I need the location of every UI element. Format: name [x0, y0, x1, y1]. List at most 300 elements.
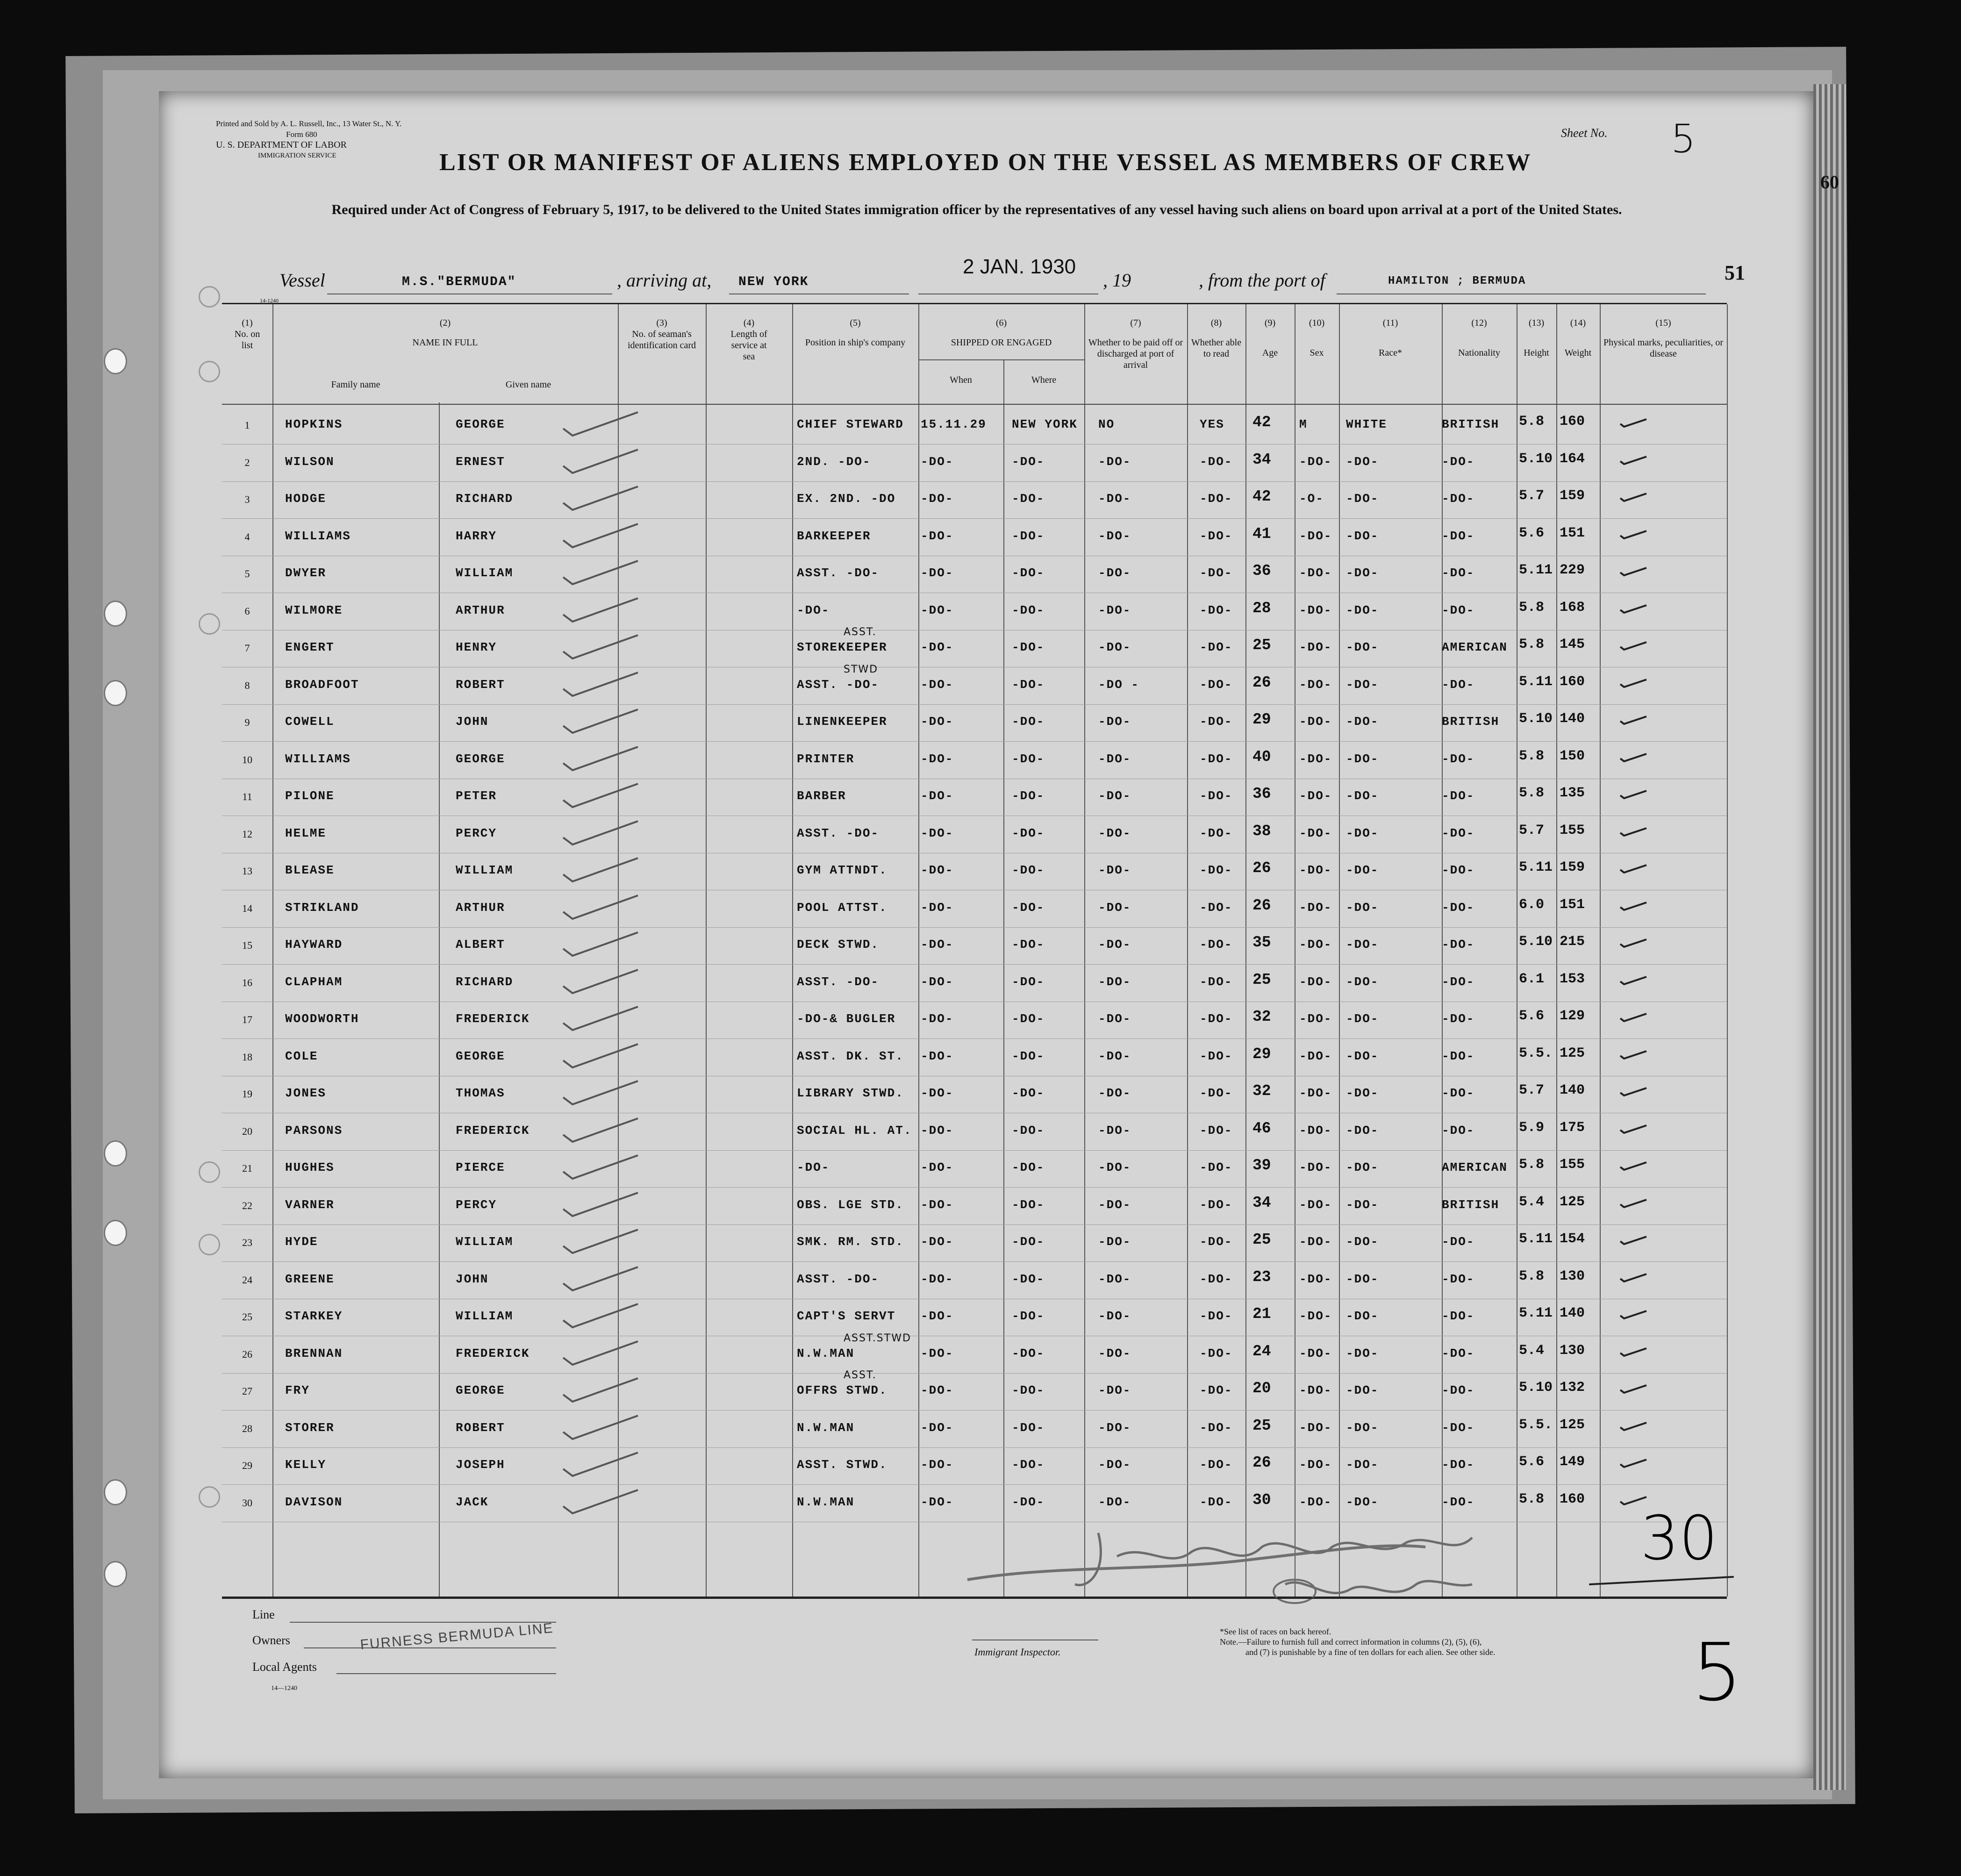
cell-no: 18 — [242, 1051, 252, 1063]
sheet-label: Sheet No. — [1561, 126, 1608, 140]
cell-given: ARTHUR — [456, 900, 505, 915]
cell-weight: 130 — [1560, 1268, 1585, 1284]
cell-race: -DO- — [1346, 1197, 1379, 1212]
footer-rule — [222, 1597, 1727, 1599]
cell-age: 35 — [1252, 934, 1271, 951]
cell-no: 10 — [242, 753, 252, 766]
cell-paid: -DO- — [1098, 1495, 1131, 1509]
cell-nationality: -DO- — [1442, 492, 1475, 506]
cell-no: 23 — [242, 1237, 252, 1248]
cell-when: -DO- — [921, 974, 954, 989]
check-tick-mark — [1619, 1419, 1647, 1433]
cell-age: 25 — [1252, 637, 1271, 654]
cell-height: 5.8 — [1519, 1491, 1545, 1507]
pencil-check-mark — [558, 484, 643, 512]
col11-header: (11) Race* — [1379, 318, 1402, 358]
col7-header: (7) Whether to be paid off or discharged at port of arrival — [1088, 318, 1183, 370]
cell-position: 2ND. -DO- — [797, 454, 871, 469]
cell-where: -DO- — [1012, 974, 1045, 989]
arrival-date-stamp: 2 JAN. 1930 — [963, 255, 1076, 278]
cell-age: 25 — [1252, 1417, 1271, 1434]
check-tick-mark — [1619, 1084, 1647, 1098]
cell-no: 19 — [242, 1088, 252, 1100]
check-tick-mark — [1619, 453, 1647, 467]
cell-age: 21 — [1252, 1305, 1271, 1323]
cell-weight: 151 — [1560, 896, 1585, 913]
cell-given: FREDERICK — [456, 1346, 530, 1360]
cell-read: -DO- — [1200, 566, 1233, 580]
cell-when: -DO- — [921, 677, 954, 692]
cell-sex: -DO- — [1299, 715, 1332, 729]
cell-paid: -DO- — [1098, 492, 1131, 506]
cell-when: -DO- — [921, 1197, 954, 1212]
cell-no: 29 — [242, 1460, 252, 1471]
cell-given: FREDERICK — [456, 1012, 530, 1026]
cell-given: JACK — [456, 1495, 489, 1509]
cell-weight: 164 — [1560, 451, 1585, 467]
form-title: LIST OR MANIFEST OF ALIENS EMPLOYED ON THE VESSEL AS MEMBERS OF CREW — [439, 149, 1532, 176]
cell-position: CAPT'S SERVT — [797, 1309, 896, 1323]
cell-read: -DO- — [1200, 752, 1233, 766]
cell-where: -DO- — [1012, 715, 1045, 729]
pencil-check-mark — [558, 781, 643, 809]
cell-no: 16 — [242, 976, 252, 988]
crew-total-handwritten: 30 — [1640, 1503, 1718, 1574]
cell-when: -DO- — [921, 863, 954, 877]
cell-where: -DO- — [1012, 1420, 1045, 1435]
cell-family: GREENE — [285, 1272, 335, 1286]
check-tick-mark — [1619, 1047, 1647, 1061]
cell-race: -DO- — [1346, 974, 1379, 989]
cell-family: CLAPHAM — [285, 974, 343, 989]
cell-height: 5.8 — [1519, 637, 1545, 652]
pencil-check-mark — [558, 1004, 643, 1032]
cell-position: N.W.MAN — [797, 1346, 855, 1360]
cell-read: -DO- — [1200, 789, 1233, 803]
table-row — [222, 1262, 1727, 1299]
cell-position: OFFRS STWD. — [797, 1383, 887, 1397]
pencil-check-mark — [558, 522, 643, 550]
cell-height: 5.8 — [1519, 785, 1545, 801]
cell-height: 5.7 — [1519, 488, 1545, 504]
cell-sex: -DO- — [1299, 1420, 1332, 1435]
cell-age: 30 — [1252, 1491, 1271, 1509]
check-tick-mark — [1619, 899, 1647, 913]
year-label: , 19 — [1103, 270, 1131, 291]
cell-paid: -DO- — [1098, 1160, 1131, 1174]
cell-height: 5.7 — [1519, 822, 1545, 838]
cell-weight: 125 — [1560, 1417, 1585, 1433]
cell-when: -DO- — [921, 715, 954, 729]
cell-nationality: AMERICAN — [1442, 640, 1508, 654]
cell-nationality: -DO- — [1442, 529, 1475, 543]
pencil-check-mark — [558, 1339, 643, 1367]
cell-when: -DO- — [921, 1495, 954, 1509]
cell-where: -DO- — [1012, 566, 1045, 580]
cell-race: WHITE — [1346, 417, 1388, 431]
cell-when: -DO- — [921, 789, 954, 803]
cell-no: 1 — [244, 419, 250, 431]
pencil-check-mark — [558, 707, 643, 735]
check-tick-mark — [1619, 861, 1647, 875]
cell-position: BARBER — [797, 789, 846, 803]
check-tick-mark — [1619, 564, 1647, 578]
col3-header: (3) No. of seaman's identification card — [627, 318, 696, 351]
arrival-port: NEW YORK — [738, 275, 809, 289]
cell-height: 5.10 — [1519, 451, 1553, 467]
col15-header: (15) Physical marks, peculiarities, or disease — [1603, 318, 1724, 359]
check-tick-mark — [1619, 1159, 1647, 1173]
cell-no: 20 — [242, 1125, 252, 1137]
cell-weight: 229 — [1560, 562, 1585, 578]
cell-race: -DO- — [1346, 938, 1379, 952]
cell-where: -DO- — [1012, 640, 1045, 654]
page-mark: 51 — [1725, 261, 1745, 284]
cell-read: -DO- — [1200, 1160, 1233, 1174]
binder-hole-outline — [199, 361, 220, 382]
cell-weight: 159 — [1560, 859, 1585, 875]
cell-given: JOSEPH — [456, 1458, 505, 1472]
cell-race: -DO- — [1346, 1235, 1379, 1249]
cell-family: STORER — [285, 1420, 335, 1435]
cell-sex: -DO- — [1299, 1086, 1332, 1100]
cell-where: -DO- — [1012, 677, 1045, 692]
cell-family: HELME — [285, 826, 327, 840]
printer-imprint — [216, 118, 401, 161]
cell-age: 29 — [1252, 711, 1271, 728]
binder-hole — [104, 348, 127, 374]
cell-when: -DO- — [921, 640, 954, 654]
check-tick-mark — [1619, 1270, 1647, 1284]
cell-read: YES — [1200, 417, 1224, 431]
cell-height: 5.11 — [1519, 1305, 1553, 1321]
cell-weight: 130 — [1560, 1342, 1585, 1359]
cell-age: 32 — [1252, 1008, 1271, 1025]
cell-height: 5.10 — [1519, 711, 1553, 727]
table-row — [222, 927, 1727, 965]
page-edge-stack — [1813, 84, 1846, 1790]
table-row — [222, 1299, 1727, 1336]
note-penalty-cont: and (7) is punishable by a fine of ten dollars for each alien. See other side. — [1245, 1647, 1496, 1657]
cell-nationality: -DO- — [1442, 974, 1475, 989]
cell-position: POOL ATTST. — [797, 900, 887, 915]
cell-given: PERCY — [456, 1197, 497, 1212]
cell-family: STRIKLAND — [285, 900, 359, 915]
table-row — [222, 444, 1727, 482]
table-row — [222, 1369, 1727, 1411]
cell-height: 5.8 — [1519, 748, 1545, 764]
cell-paid: -DO- — [1098, 529, 1131, 543]
cell-nationality: BRITISH — [1442, 715, 1500, 729]
cell-weight: 175 — [1560, 1119, 1585, 1136]
cell-nationality: -DO- — [1442, 677, 1475, 692]
cell-read: -DO- — [1200, 1086, 1233, 1100]
check-tick-mark — [1619, 1122, 1647, 1136]
cell-nationality: -DO- — [1442, 789, 1475, 803]
cell-weight: 125 — [1560, 1045, 1585, 1061]
cell-position: ASST. -DO- — [797, 566, 880, 580]
check-tick-mark — [1619, 638, 1647, 652]
col8-header: (8) Whether able to read — [1191, 318, 1242, 359]
cell-age: 28 — [1252, 599, 1271, 617]
cell-paid: -DO- — [1098, 938, 1131, 952]
cell-height: 5.5. — [1519, 1045, 1553, 1061]
cell-when: -DO- — [921, 1346, 954, 1360]
cell-nationality: -DO- — [1442, 1049, 1475, 1063]
cell-sex: -DO- — [1299, 1495, 1332, 1509]
cell-nationality: -DO- — [1442, 1235, 1475, 1249]
cell-position: ASST. -DO- — [797, 826, 880, 840]
cell-nationality: BRITISH — [1442, 1197, 1500, 1212]
cell-age: 25 — [1252, 1231, 1271, 1248]
cell-position: STOREKEEPER — [797, 640, 887, 654]
cell-paid: -DO- — [1098, 715, 1131, 729]
cell-height: 5.4 — [1519, 1194, 1545, 1210]
cell-height: 5.7 — [1519, 1082, 1545, 1098]
cell-nationality: -DO- — [1442, 752, 1475, 766]
cell-where: -DO- — [1012, 1123, 1045, 1138]
cell-given: JOHN — [456, 1272, 489, 1286]
cell-paid: -DO- — [1098, 1346, 1131, 1360]
pencil-check-mark — [558, 856, 643, 884]
cell-family: BRENNAN — [285, 1346, 343, 1360]
cell-no: 5 — [244, 568, 250, 580]
cell-sex: -DO- — [1299, 1309, 1332, 1323]
cell-given: GEORGE — [456, 1049, 505, 1063]
cell-where: -DO- — [1012, 1049, 1045, 1063]
cell-paid: -DO- — [1098, 1012, 1131, 1026]
cell-height: 5.11 — [1519, 1231, 1553, 1247]
pencil-check-mark — [558, 1153, 643, 1181]
cell-read: -DO- — [1200, 529, 1233, 543]
cell-paid: NO — [1098, 417, 1115, 431]
cell-where: -DO- — [1012, 1383, 1045, 1397]
table-row — [222, 481, 1727, 519]
cell-where: -DO- — [1012, 1086, 1045, 1100]
cell-height: 5.4 — [1519, 1342, 1545, 1359]
position-annotation: STWD — [844, 663, 879, 675]
family-name-header: Family name — [331, 379, 380, 390]
cell-given: PIERCE — [456, 1160, 505, 1174]
cell-given: JOHN — [456, 715, 489, 729]
cell-where: -DO- — [1012, 1309, 1045, 1323]
cell-weight: 160 — [1560, 1491, 1585, 1507]
cell-sex: -DO- — [1299, 974, 1332, 989]
check-tick-mark — [1619, 601, 1647, 616]
cell-height: 5.8 — [1519, 599, 1545, 616]
cell-read: -DO- — [1200, 1197, 1233, 1212]
cell-age: 26 — [1252, 1454, 1271, 1471]
table-row — [222, 1411, 1727, 1448]
col6-header: (6) SHIPPED OR ENGAGED — [951, 318, 1052, 348]
service: IMMIGRATION SERVICE — [258, 152, 336, 159]
cell-sex: -DO- — [1299, 454, 1332, 469]
table-row — [222, 593, 1727, 630]
cell-read: -DO- — [1200, 863, 1233, 877]
cell-height: 6.0 — [1519, 896, 1545, 913]
cell-sex: -DO- — [1299, 938, 1332, 952]
cell-height: 5.11 — [1519, 673, 1553, 690]
cell-when: -DO- — [921, 752, 954, 766]
cell-nationality: -DO- — [1442, 826, 1475, 840]
cell-paid: -DO - — [1098, 677, 1140, 692]
department: U. S. DEPARTMENT OF LABOR — [216, 140, 347, 150]
cell-family: WILLIAMS — [285, 529, 351, 543]
cell-read: -DO- — [1200, 677, 1233, 692]
check-tick-mark — [1619, 527, 1647, 541]
cell-sex: -DO- — [1299, 900, 1332, 915]
cell-nationality: -DO- — [1442, 1420, 1475, 1435]
cell-race: -DO- — [1346, 454, 1379, 469]
col2-header: (2) NAME IN FULL — [412, 318, 478, 348]
table-row — [222, 626, 1727, 667]
cell-nationality: -DO- — [1442, 1123, 1475, 1138]
cell-read: -DO- — [1200, 1272, 1233, 1286]
cell-position: ASST. -DO- — [797, 974, 880, 989]
cell-no: 15 — [242, 939, 252, 951]
cell-paid: -DO- — [1098, 752, 1131, 766]
cell-age: 39 — [1252, 1157, 1271, 1174]
col9-header: (9) Age — [1262, 318, 1278, 358]
cell-sex: -DO- — [1299, 640, 1332, 654]
cell-paid: -DO- — [1098, 1420, 1131, 1435]
agents-underline — [336, 1673, 556, 1674]
cell-nationality: -DO- — [1442, 938, 1475, 952]
pencil-check-mark — [558, 1116, 643, 1144]
crew-manifest-table — [222, 303, 1727, 1598]
cell-sex: -DO- — [1299, 1458, 1332, 1472]
cell-paid: -DO- — [1098, 1458, 1131, 1472]
cell-weight: 160 — [1560, 673, 1585, 690]
table-row — [222, 1002, 1727, 1039]
binder-hole-outline — [199, 613, 220, 635]
cell-sex: -DO- — [1299, 863, 1332, 877]
col12-header: (12) Nationality — [1458, 318, 1500, 358]
cell-paid: -DO- — [1098, 789, 1131, 803]
cell-weight: 140 — [1560, 1305, 1585, 1321]
cell-position: GYM ATTNDT. — [797, 863, 887, 877]
cell-position: PRINTER — [797, 752, 855, 766]
cell-family: BLEASE — [285, 863, 335, 877]
cell-given: FREDERICK — [456, 1123, 530, 1138]
cell-age: 26 — [1252, 673, 1271, 691]
cell-when: -DO- — [921, 1458, 954, 1472]
cell-height: 5.10 — [1519, 1380, 1553, 1396]
pencil-check-mark — [558, 447, 643, 475]
check-tick-mark — [1619, 973, 1647, 987]
cell-race: -DO- — [1346, 529, 1379, 543]
check-tick-mark — [1619, 490, 1647, 504]
cell-when: -DO- — [921, 900, 954, 915]
cell-read: -DO- — [1200, 1012, 1233, 1026]
cell-age: 36 — [1252, 785, 1271, 802]
col1-header: (1) No. on list — [234, 318, 260, 351]
cell-given: GEORGE — [456, 417, 505, 431]
cell-sex: -DO- — [1299, 1383, 1332, 1397]
cell-nationality: -DO- — [1442, 900, 1475, 915]
cell-when: -DO- — [921, 826, 954, 840]
corner-mark: 60 — [1820, 172, 1839, 193]
binder-hole — [104, 1220, 127, 1246]
cell-no: 9 — [244, 716, 250, 728]
cell-when: -DO- — [921, 1160, 954, 1174]
cell-age: 42 — [1252, 414, 1271, 431]
cell-where: -DO- — [1012, 529, 1045, 543]
cell-position: -DO- — [797, 603, 830, 617]
cell-paid: -DO- — [1098, 1123, 1131, 1138]
cell-race: -DO- — [1346, 1346, 1379, 1360]
cell-family: DAVISON — [285, 1495, 343, 1509]
cell-no: 8 — [244, 679, 250, 691]
cell-race: -DO- — [1346, 789, 1379, 803]
cell-when: -DO- — [921, 529, 954, 543]
cell-position: ASST. STWD. — [797, 1458, 887, 1472]
sheet-number: 5 — [1671, 116, 1696, 162]
cell-race: -DO- — [1346, 640, 1379, 654]
pencil-check-mark — [558, 1227, 643, 1255]
cell-no: 2 — [244, 456, 250, 468]
cell-position: EX. 2ND. -DO — [797, 492, 896, 506]
cell-weight: 215 — [1560, 934, 1585, 950]
cell-height: 5.8 — [1519, 1268, 1545, 1284]
header-rule — [222, 404, 1727, 405]
cell-weight: 140 — [1560, 711, 1585, 727]
cell-family: FRY — [285, 1383, 310, 1397]
pencil-check-mark — [558, 1190, 643, 1218]
cell-given: WILLIAM — [456, 1309, 514, 1323]
cell-nationality: -DO- — [1442, 603, 1475, 617]
cell-sex: -DO- — [1299, 1346, 1332, 1360]
cell-given: RICHARD — [456, 492, 514, 506]
binder-hole-outline — [199, 1234, 220, 1255]
cell-race: -DO- — [1346, 863, 1379, 877]
pencil-check-mark — [558, 1265, 643, 1293]
owners-label: Owners — [252, 1633, 290, 1647]
col5-header: (5) Position in ship's company — [805, 318, 906, 348]
cell-sex: -DO- — [1299, 1197, 1332, 1212]
cell-position: SOCIAL HL. AT. — [797, 1123, 912, 1138]
cell-race: -DO- — [1346, 566, 1379, 580]
cell-position: ASST. -DO- — [797, 1272, 880, 1286]
cell-age: 34 — [1252, 1194, 1271, 1211]
cell-nationality: -DO- — [1442, 863, 1475, 877]
cell-sex: -DO- — [1299, 1049, 1332, 1063]
cell-nationality: -DO- — [1442, 1086, 1475, 1100]
where-header: Where — [1031, 375, 1057, 385]
cell-height: 5.9 — [1519, 1119, 1545, 1136]
cell-weight: 160 — [1560, 414, 1585, 430]
cell-no: 13 — [242, 865, 252, 877]
cell-paid: -DO- — [1098, 1309, 1131, 1323]
printer-line: Printed and Sold by A. L. Russell, Inc., 13 Water St., N. Y. — [216, 119, 402, 128]
cell-paid: -DO- — [1098, 1235, 1131, 1249]
cell-position: BARKEEPER — [797, 529, 871, 543]
cell-age: 40 — [1252, 748, 1271, 766]
cell-age: 32 — [1252, 1082, 1271, 1100]
cell-read: -DO- — [1200, 1346, 1233, 1360]
cell-race: -DO- — [1346, 752, 1379, 766]
cell-nationality: -DO- — [1442, 1309, 1475, 1323]
cell-height: 5.8 — [1519, 414, 1545, 430]
pencil-check-mark — [558, 1450, 643, 1478]
cell-given: HENRY — [456, 640, 497, 654]
position-annotation: ASST. — [844, 626, 877, 638]
check-tick-mark — [1619, 1196, 1647, 1210]
pencil-check-mark — [558, 930, 643, 958]
check-tick-mark — [1619, 787, 1647, 801]
cell-no: 27 — [242, 1385, 252, 1397]
cell-position: -DO- — [797, 1160, 830, 1174]
